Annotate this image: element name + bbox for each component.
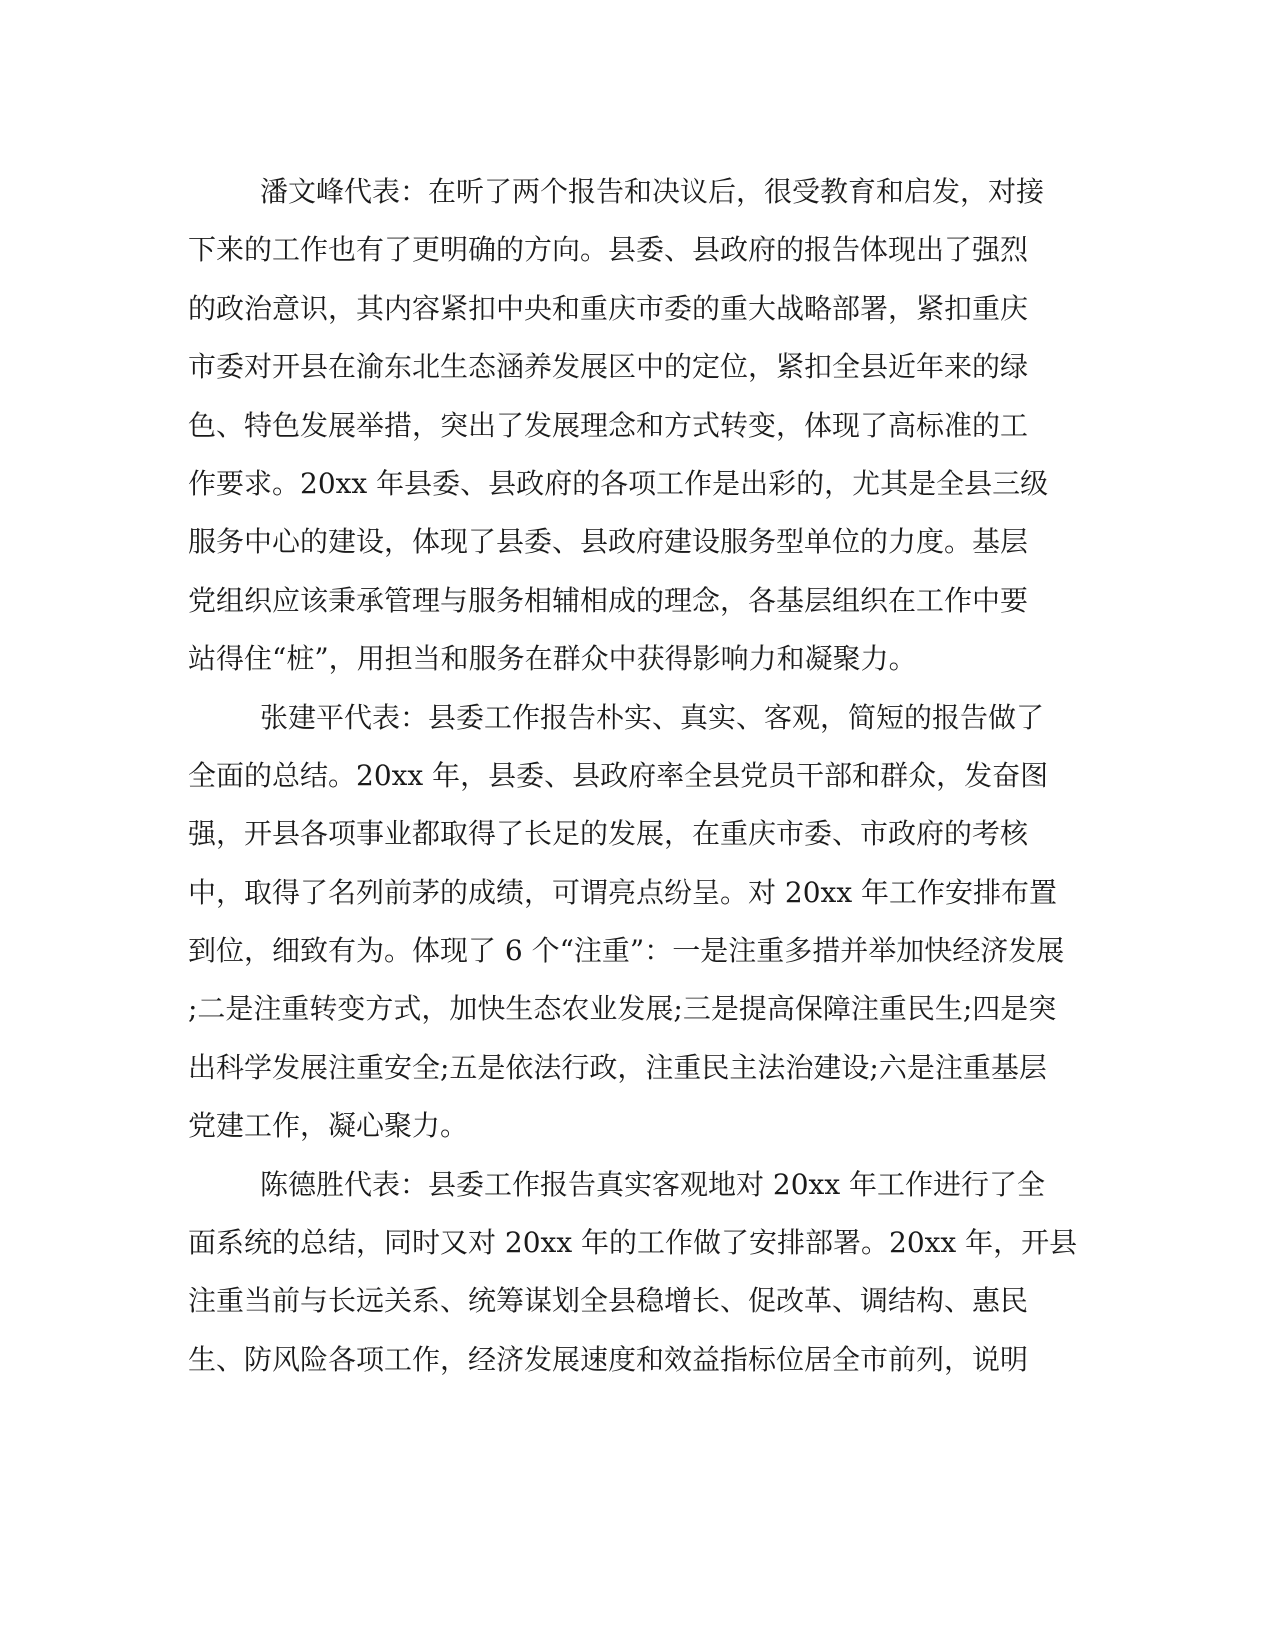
paragraph-1-line-3: 的政治意识，其内容紧扣中央和重庆市委的重大战略部署，紧扣重庆 [188, 291, 1029, 325]
paragraph-2-line-7: 出科学发展注重安全;五是依法行政，注重民主法治建设;六是注重基层 [188, 1050, 1047, 1084]
document-body [188, 163, 1088, 1389]
paragraph-3-line-1: 陈德胜代表：县委工作报告真实客观地对 20xx 年工作进行了全 [260, 1167, 1046, 1201]
paragraph-2-line-4: 中，取得了名列前茅的成绩，可谓亮点纷呈。对 20xx 年工作安排布置 [188, 875, 1058, 909]
paragraph-1-line-9: 站得住“桩”，用担当和服务在群众中获得影响力和凝聚力。 [188, 642, 917, 676]
paragraph-3-line-2: 面系统的总结，同时又对 20xx 年的工作做了安排部署。20xx 年，开县 [188, 1226, 1078, 1260]
paragraph-1-line-6: 作要求。20xx 年县委、县政府的各项工作是出彩的，尤其是全县三级 [188, 466, 1049, 500]
paragraph-2-line-3: 强，开县各项事业都取得了长足的发展，在重庆市委、市政府的考核 [188, 817, 1029, 851]
paragraph-2-line-6: ;二是注重转变方式，加快生态农业发展;三是提高保障注重民生;四是突 [188, 992, 1057, 1026]
paragraph-1-line-8: 党组织应该秉承管理与服务相辅相成的理念，各基层组织在工作中要 [188, 583, 1029, 617]
paragraph-3-line-4: 生、防风险各项工作，经济发展速度和效益指标位居全市前列，说明 [188, 1342, 1029, 1376]
paragraph-2-line-5: 到位，细致有为。体现了 6 个“注重”：一是注重多措并举加快经济发展 [188, 934, 1065, 968]
paragraph-1-line-2: 下来的工作也有了更明确的方向。县委、县政府的报告体现出了强烈 [188, 233, 1029, 267]
paragraph-1-line-4: 市委对开县在渝东北生态涵养发展区中的定位，紧扣全县近年来的绿 [188, 350, 1029, 384]
paragraph-2-line-1: 张建平代表：县委工作报告朴实、真实、客观，简短的报告做了 [260, 700, 1045, 734]
paragraph-2-line-8: 党建工作，凝心聚力。 [188, 1109, 469, 1143]
paragraph-1-line-5: 色、特色发展举措，突出了发展理念和方式转变，体现了高标准的工 [188, 408, 1029, 442]
paragraph-1-line-7: 服务中心的建设，体现了县委、县政府建设服务型单位的力度。基层 [188, 525, 1029, 559]
paragraph-1-line-1: 潘文峰代表：在听了两个报告和决议后，很受教育和启发，对接 [260, 175, 1045, 208]
paragraph-3-line-3: 注重当前与长远关系、统筹谋划全县稳增长、促改革、调结构、惠民 [188, 1284, 1029, 1318]
paragraph-2-line-2: 全面的总结。20xx 年，县委、县政府率全县党员干部和群众，发奋图 [188, 758, 1049, 792]
